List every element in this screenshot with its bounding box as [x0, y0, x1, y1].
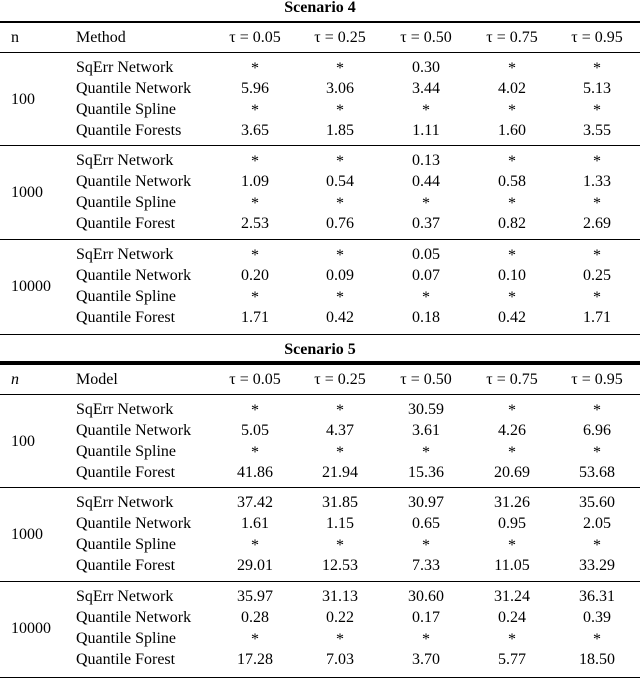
table-cell: 1.09	[241, 173, 269, 190]
header-method: Model	[76, 371, 118, 388]
table-cell: *	[336, 402, 344, 419]
table-rule	[0, 21, 640, 23]
table-cell: *	[508, 247, 516, 264]
table-cell: 1.11	[412, 122, 440, 139]
table-cell: *	[251, 631, 259, 648]
method-label: SqErr Network	[76, 494, 174, 511]
table-cell: *	[336, 631, 344, 648]
table-cell: 17.28	[237, 651, 273, 668]
table-cell: *	[593, 537, 601, 554]
table-cell: 0.28	[241, 609, 269, 626]
method-label: Quantile Network	[76, 267, 192, 284]
table-cell: 35.97	[237, 588, 273, 605]
method-label: Quantile Network	[76, 80, 192, 97]
table-cell: 3.65	[241, 122, 269, 139]
table-cell: *	[336, 195, 344, 212]
table-rule	[0, 145, 640, 146]
method-label: SqErr Network	[76, 59, 174, 76]
method-label: SqErr Network	[76, 152, 174, 169]
header-tau: τ = 0.75	[486, 29, 538, 46]
table-cell: *	[251, 247, 259, 264]
table-cell: 29.01	[237, 557, 273, 574]
table-cell: 5.77	[498, 651, 526, 668]
table-cell: 11.05	[494, 557, 530, 574]
header-tau: τ = 0.50	[400, 371, 452, 388]
table-cell: 5.13	[583, 80, 611, 97]
method-label: Quantile Network	[76, 609, 192, 626]
group-n: 1000	[11, 183, 43, 201]
table-cell: 0.82	[498, 215, 526, 232]
table-cell: 3.61	[412, 422, 440, 439]
table-cell: 0.42	[326, 309, 354, 326]
header-tau: τ = 0.05	[229, 29, 281, 46]
table-cell: 30.59	[408, 401, 444, 418]
table-cell: 31.26	[494, 494, 530, 511]
table-cell: 18.50	[579, 651, 615, 668]
method-label: Quantile Forest	[76, 651, 176, 668]
table-cell: 31.85	[322, 494, 358, 511]
method-label: Quantile Spline	[76, 288, 176, 305]
table-cell: 0.10	[498, 267, 526, 284]
table-cell: 0.24	[498, 609, 526, 626]
table-cell: 3.70	[412, 651, 440, 668]
table-cell: 0.18	[412, 309, 440, 326]
table-cell: 1.61	[241, 515, 269, 532]
table-cell: *	[508, 195, 516, 212]
method-label: Quantile Spline	[76, 443, 176, 460]
method-label: Quantile Spline	[76, 536, 176, 553]
scenario-title: Scenario 5	[284, 341, 356, 358]
header-tau: τ = 0.75	[486, 371, 538, 388]
table-cell: *	[251, 60, 259, 77]
table-cell: 36.31	[579, 588, 615, 605]
table-cell: 0.54	[326, 173, 354, 190]
method-label: Quantile Forest	[76, 557, 176, 574]
table-cell: *	[593, 247, 601, 264]
table-cell: *	[508, 537, 516, 554]
method-label: SqErr Network	[76, 401, 174, 418]
table-cell: *	[251, 537, 259, 554]
method-label: Quantile Spline	[76, 630, 176, 647]
table-cell: *	[508, 60, 516, 77]
table-cell: 0.42	[498, 309, 526, 326]
method-label: Quantile Forest	[76, 215, 176, 232]
table-rule	[0, 239, 640, 240]
table-cell: *	[251, 402, 259, 419]
table-cell: 4.37	[326, 422, 354, 439]
table-cell: *	[336, 247, 344, 264]
table-cell: 1.60	[498, 122, 526, 139]
table-cell: 1.85	[326, 122, 354, 139]
group-n: 100	[11, 90, 35, 108]
table-cell: 15.36	[408, 464, 444, 481]
header-method: Method	[76, 29, 126, 46]
table-rule	[0, 394, 640, 395]
header-tau: τ = 0.50	[400, 29, 452, 46]
table-cell: 4.26	[498, 422, 526, 439]
header-n: n	[11, 29, 19, 46]
table-cell: 2.69	[583, 215, 611, 232]
header-tau: τ = 0.95	[571, 29, 623, 46]
table-cell: 5.96	[241, 80, 269, 97]
table-cell: 41.86	[237, 464, 273, 481]
header-tau: τ = 0.25	[314, 371, 366, 388]
table-cell: *	[593, 631, 601, 648]
table-cell: *	[508, 402, 516, 419]
table-cell: 7.33	[412, 557, 440, 574]
table-cell: 4.02	[498, 80, 526, 97]
method-label: Quantile Spline	[76, 101, 176, 118]
table-cell: 21.94	[322, 464, 358, 481]
table-cell: 0.37	[412, 215, 440, 232]
table-rule	[0, 52, 640, 53]
group-n: 100	[11, 432, 35, 450]
table-cell: *	[422, 102, 430, 119]
table-cell: 1.71	[583, 309, 611, 326]
table-cell: 0.58	[498, 173, 526, 190]
table-cell: 0.17	[412, 609, 440, 626]
table-cell: *	[251, 289, 259, 306]
table-cell: *	[593, 444, 601, 461]
table-cell: *	[422, 444, 430, 461]
table-cell: *	[251, 195, 259, 212]
table-cell: 0.65	[412, 515, 440, 532]
method-label: Quantile Network	[76, 515, 192, 532]
method-label: Quantile Network	[76, 422, 192, 439]
table-cell: 2.05	[583, 515, 611, 532]
header-tau: τ = 0.25	[314, 29, 366, 46]
scenario-title: Scenario 4	[284, 0, 356, 16]
table-cell: 0.05	[412, 246, 440, 263]
table-cell: 0.44	[412, 173, 440, 190]
table-cell: 1.71	[241, 309, 269, 326]
table-cell: 31.13	[322, 588, 358, 605]
table-rule	[0, 363, 640, 365]
table-cell: 12.53	[322, 557, 358, 574]
table-cell: 0.22	[326, 609, 354, 626]
table-cell: 53.68	[579, 464, 615, 481]
header-tau: τ = 0.95	[571, 371, 623, 388]
table-cell: 30.97	[408, 494, 444, 511]
table-cell: *	[336, 60, 344, 77]
table-cell: 0.25	[583, 267, 611, 284]
method-label: SqErr Network	[76, 588, 174, 605]
table-rule	[0, 581, 640, 582]
table-cell: *	[336, 289, 344, 306]
table-cell: *	[336, 102, 344, 119]
table-cell: *	[336, 537, 344, 554]
table-cell: *	[508, 153, 516, 170]
table-cell: *	[508, 102, 516, 119]
table-cell: 0.95	[498, 515, 526, 532]
method-label: Quantile Network	[76, 173, 192, 190]
method-label: SqErr Network	[76, 246, 174, 263]
header-tau: τ = 0.05	[229, 371, 281, 388]
group-n: 10000	[11, 277, 51, 295]
table-cell: 6.96	[583, 422, 611, 439]
table-cell: 0.39	[583, 609, 611, 626]
table-cell: *	[508, 631, 516, 648]
table-cell: 37.42	[237, 494, 273, 511]
table-cell: 1.15	[326, 515, 354, 532]
table-cell: *	[336, 153, 344, 170]
table-cell: 20.69	[494, 464, 530, 481]
table-cell: *	[422, 537, 430, 554]
table-cell: 3.06	[326, 80, 354, 97]
table-cell: *	[593, 102, 601, 119]
header-n: n	[11, 371, 19, 388]
table-cell: 0.30	[412, 59, 440, 76]
method-label: Quantile Spline	[76, 194, 176, 211]
table-cell: *	[422, 631, 430, 648]
table-cell: *	[593, 402, 601, 419]
table-cell: *	[251, 153, 259, 170]
table-cell: *	[508, 444, 516, 461]
table-cell: 5.05	[241, 422, 269, 439]
table-rule	[0, 677, 640, 678]
table-cell: *	[593, 60, 601, 77]
table-cell: 31.24	[494, 588, 530, 605]
table-cell: 7.03	[326, 651, 354, 668]
table-cell: 3.55	[583, 122, 611, 139]
table-rule	[0, 334, 640, 335]
table-cell: *	[422, 195, 430, 212]
table-cell: 0.76	[326, 215, 354, 232]
table-cell: 0.07	[412, 267, 440, 284]
table-cell: 0.20	[241, 267, 269, 284]
table-cell: *	[593, 289, 601, 306]
table-cell: *	[508, 289, 516, 306]
table-cell: *	[593, 153, 601, 170]
table-cell: 0.09	[326, 267, 354, 284]
method-label: Quantile Forest	[76, 309, 176, 326]
table-cell: 1.33	[583, 173, 611, 190]
table-cell: 3.44	[412, 80, 440, 97]
table-cell: *	[251, 102, 259, 119]
table-cell: *	[422, 289, 430, 306]
group-n: 1000	[11, 525, 43, 543]
table-cell: *	[336, 444, 344, 461]
table-cell: 2.53	[241, 215, 269, 232]
table-cell: 35.60	[579, 494, 615, 511]
table-cell: *	[251, 444, 259, 461]
method-label: Quantile Forests	[76, 122, 182, 139]
table-cell: 0.13	[412, 152, 440, 169]
group-n: 10000	[11, 619, 51, 637]
table-rule	[0, 487, 640, 488]
table-cell: 30.60	[408, 588, 444, 605]
table-cell: 33.29	[579, 557, 615, 574]
method-label: Quantile Forest	[76, 464, 176, 481]
table-cell: *	[593, 195, 601, 212]
